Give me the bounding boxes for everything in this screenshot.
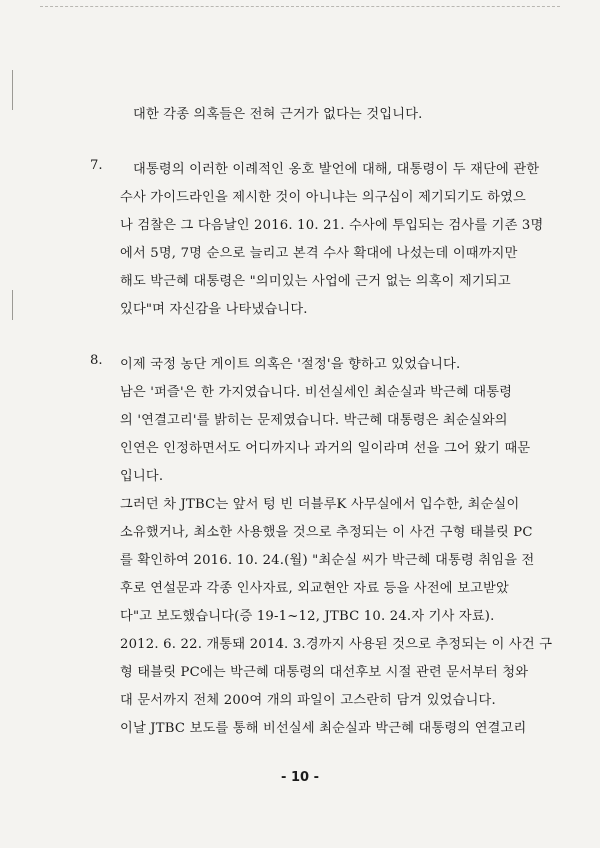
paragraph-line: 이제 국정 농단 게이트 의혹은 '절정'을 향하고 있었습니다. bbox=[120, 357, 461, 372]
paragraph-line: 소유했거나, 최소한 사용했을 것으로 추정되는 이 사건 구형 태블릿 PC bbox=[120, 525, 533, 540]
paragraph-line: 대한 각종 의혹들은 전혀 근거가 없다는 것입니다. bbox=[133, 107, 423, 122]
paragraph-number: 8. bbox=[90, 353, 103, 368]
paragraph-line: 에서 5명, 7명 순으로 늘리고 본격 수사 확대에 나섰는데 이때까지만 bbox=[120, 246, 518, 261]
paragraph-line: 대 문서까지 전체 200여 개의 파일이 고스란히 담겨 있었습니다. bbox=[120, 693, 496, 708]
paragraph-line: 남은 '퍼즐'은 한 가지였습니다. 비선실세인 최순실과 박근혜 대통령 bbox=[120, 385, 513, 400]
paragraph-line: 다"고 보도했습니다(증 19-1~12, JTBC 10. 24.자 기사 자료). bbox=[120, 609, 495, 624]
paragraph-line: 나 검찰은 그 다음날인 2016. 10. 21. 수사에 투입되는 검사를 기존 3명 bbox=[120, 218, 544, 233]
paragraph-line: 입니다. bbox=[120, 469, 164, 484]
paragraph-line: 를 확인하여 2016. 10. 24.(월) "최순실 씨가 박근혜 대통령 취임을 전 bbox=[120, 553, 535, 568]
paragraph-line: 의 '연결고리'를 밝히는 문제였습니다. 박근혜 대통령은 최순실와의 bbox=[120, 413, 508, 428]
top-edge-line bbox=[40, 6, 560, 7]
paragraph-line: 있다"며 자신감을 나타냈습니다. bbox=[120, 302, 308, 317]
left-edge-mark bbox=[12, 70, 13, 110]
paragraph-line: 이날 JTBC 보도를 통해 비선실세 최순실과 박근혜 대통령의 연결고리 bbox=[120, 721, 527, 736]
paragraph-line: 그러던 차 JTBC는 앞서 텅 빈 더블루K 사무실에서 입수한, 최순실이 bbox=[120, 497, 520, 512]
page-number: - 10 - bbox=[281, 770, 319, 785]
paragraph-line: 대통령의 이러한 이례적인 옹호 발언에 대해, 대통령이 두 재단에 관한 bbox=[133, 162, 540, 177]
paragraph-number: 7. bbox=[90, 158, 103, 173]
left-edge-mark bbox=[12, 290, 13, 320]
paragraph-line: 2012. 6. 22. 개통돼 2014. 3.경까지 사용된 것으로 추정되는 이 사건 구 bbox=[120, 637, 553, 652]
paragraph-line: 해도 박근혜 대통령은 "의미있는 사업에 근거 없는 의혹이 제기되고 bbox=[120, 274, 511, 289]
paragraph-line: 후로 연설문과 각종 인사자료, 외교현안 자료 등을 사전에 보고받았 bbox=[120, 581, 509, 596]
paragraph-line: 수사 가이드라인을 제시한 것이 아니냐는 의구심이 제기되기도 하였으 bbox=[120, 190, 526, 205]
paragraph-line: 형 태블릿 PC에는 박근혜 대통령의 대선후보 시절 관련 문서부터 청와 bbox=[120, 665, 529, 680]
paragraph-line: 인연은 인정하면서도 어디까지나 과거의 일이라며 선을 그어 왔기 때문 bbox=[120, 441, 531, 456]
